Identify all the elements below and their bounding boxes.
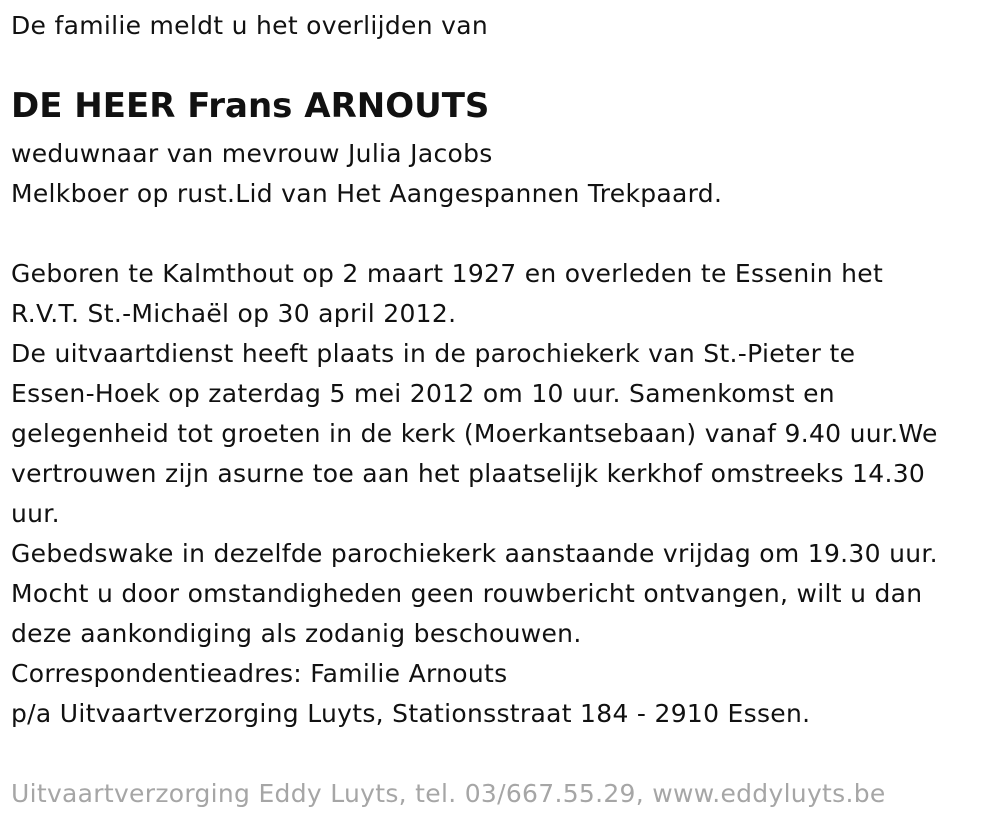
body-line: R.V.T. St.-Michaël op 30 april 2012.	[11, 299, 457, 328]
body-line: gelegenheid tot groeten in de kerk (Moerkantsebaan) vanaf 9.40 uur.We	[11, 419, 938, 448]
body-line: vertrouwen zijn asurne toe aan het plaatselijk kerkhof omstreeks 14.30	[11, 459, 926, 488]
body-line: uur.	[11, 499, 60, 528]
correspondence-address-detail: p/a Uitvaartverzorging Luyts, Stationsstraat 184 - 2910 Essen.	[11, 699, 811, 728]
body-line: Essen-Hoek op zaterdag 5 mei 2012 om 10 uur. Samenkomst en	[11, 379, 835, 408]
body-line: deze aankondiging als zodanig beschouwen.	[11, 619, 582, 648]
body-line: De uitvaartdienst heeft plaats in de parochiekerk van St.-Pieter te	[11, 339, 856, 368]
body-line: Mocht u door omstandigheden geen rouwbericht ontvangen, wilt u dan	[11, 579, 923, 608]
correspondence-address: Correspondentieadres: Familie Arnouts	[11, 659, 508, 688]
body-line: Geboren te Kalmthout op 2 maart 1927 en overleden te Essenin het	[11, 259, 884, 288]
intro-text: De familie meldt u het overlijden van	[11, 11, 488, 40]
occupation-line: Melkboer op rust.Lid van Het Aangespannen Trekpaard.	[11, 179, 723, 208]
body-line: Gebedswake in dezelfde parochiekerk aanstaande vrijdag om 19.30 uur.	[11, 539, 938, 568]
spouse-line: weduwnaar van mevrouw Julia Jacobs	[11, 139, 493, 168]
footer-funeral-home: Uitvaartverzorging Eddy Luyts, tel. 03/667.55.29, www.eddyluyts.be	[11, 779, 886, 808]
deceased-name: DE HEER Frans ARNOUTS	[11, 86, 490, 126]
